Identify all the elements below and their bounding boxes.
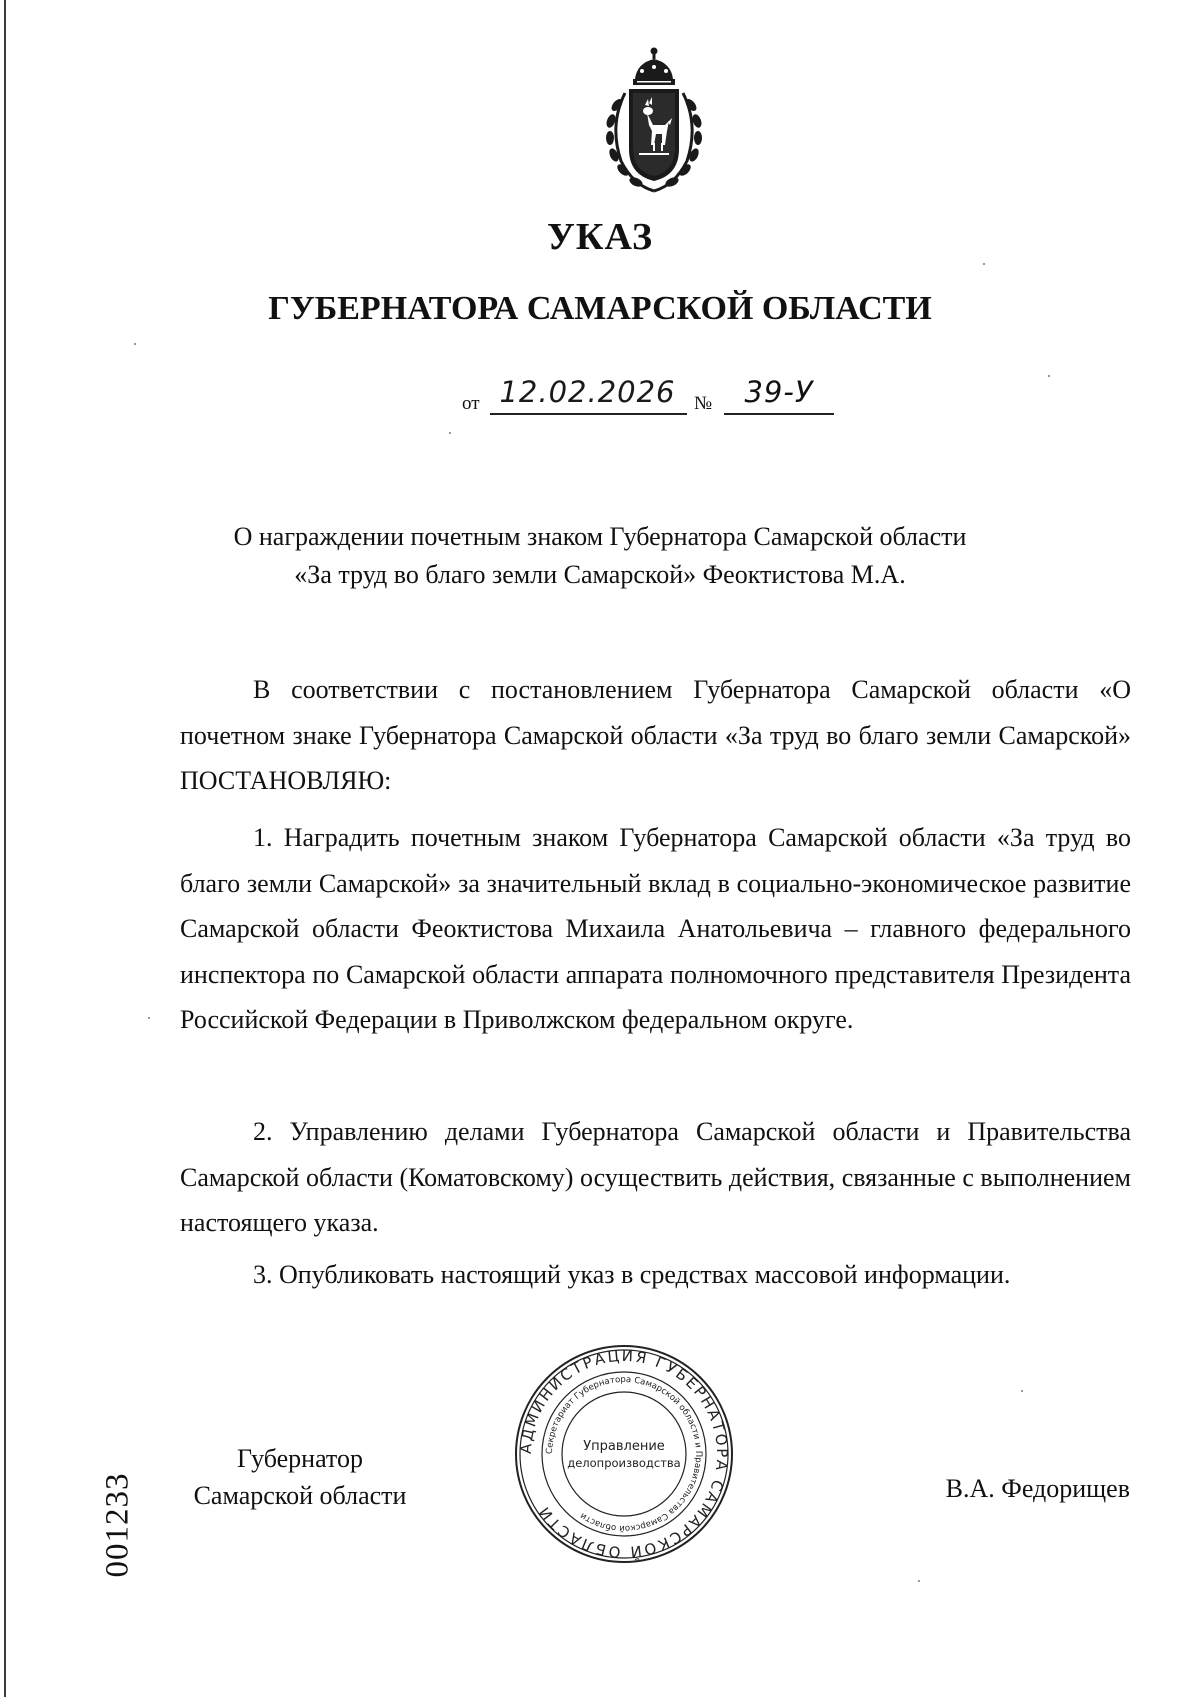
date-underline xyxy=(490,413,687,415)
number-sign: № xyxy=(694,393,713,414)
handwritten-date: 12.02.2026 xyxy=(499,375,676,409)
position-line: Губернатор xyxy=(237,1444,363,1473)
official-stamp-icon xyxy=(513,1343,735,1565)
decree-title: УКАЗ xyxy=(547,216,653,258)
body-paragraph-intro xyxy=(180,667,1131,804)
paragraph-text: 3. Опубликовать настоящий указ в средствах массовой информации. xyxy=(253,1260,1011,1289)
paragraph-text: 2. Управлению делами Губернатора Самарской области и Правительства Самарской области (Коматовскому) осуществить действия, связанные с выполнением настоящего указа. xyxy=(180,1117,1131,1237)
body-paragraph-item-2 xyxy=(180,1109,1131,1246)
heading-line: О награждении почетным знаком Губернатора Самарской области xyxy=(233,522,967,551)
scan-speck xyxy=(148,1017,150,1019)
body-paragraph-item-1 xyxy=(180,815,1131,1043)
heading-line: «За труд во благо земли Самарской» Феоктистова М.А. xyxy=(294,560,906,589)
handwritten-number: 39-У xyxy=(744,375,814,409)
svg-text:Управление: Управление xyxy=(583,1439,665,1454)
number-underline xyxy=(724,413,834,415)
position-line: Самарской области xyxy=(193,1481,407,1510)
scan-speck xyxy=(983,263,985,265)
scan-speck xyxy=(918,1580,920,1582)
scan-speck xyxy=(134,343,136,345)
side-serial-number: 001233 xyxy=(99,1472,136,1578)
paragraph-text: 1. Наградить почетным знаком Губернатора Самарской области «За труд во благо земли Самарской» за значительный вклад в социально-экономическое развитие Самарской области Феоктистова Михаила Анатольевича – главного федерального инспектора по Самарской области аппарата полномочного представителя Президента Российской Федерации в Приволжском федеральном округе. xyxy=(180,823,1131,1034)
scan-speck xyxy=(449,432,451,434)
signatory-position xyxy=(185,1440,415,1514)
decree-heading xyxy=(0,518,1200,594)
body-paragraph-item-3 xyxy=(180,1252,1131,1298)
coat-of-arms-samara-icon xyxy=(595,45,713,195)
scan-speck xyxy=(1021,1390,1023,1392)
date-prefix: от xyxy=(462,393,480,414)
svg-text:АДМИНИСТРАЦИЯ ГУБЕРНАТОРА САМА: АДМИНИСТРАЦИЯ ГУБЕРНАТОРА САМАРСКОЙ ОБЛАСТИ xyxy=(516,1346,732,1562)
scan-speck xyxy=(1048,375,1050,377)
date-number-line xyxy=(462,375,862,415)
signatory-name: В.А. Федорищев xyxy=(945,1474,1130,1503)
svg-text:делопроизводства: делопроизводства xyxy=(567,1456,681,1470)
svg-text:Секретариат Губернатора Самарс: Секретариат Губернатора Самарской области и Правительства Самарской области xyxy=(544,1374,703,1534)
decree-issuer: ГУБЕРНАТОРА САМАРСКОЙ ОБЛАСТИ xyxy=(268,290,932,327)
paragraph-text: В соответствии с постановлением Губернатора Самарской области «О почетном знаке Губернатора Самарской области «За труд во благо земли Самарской» ПОСТАНОВЛЯЮ: xyxy=(180,675,1131,795)
